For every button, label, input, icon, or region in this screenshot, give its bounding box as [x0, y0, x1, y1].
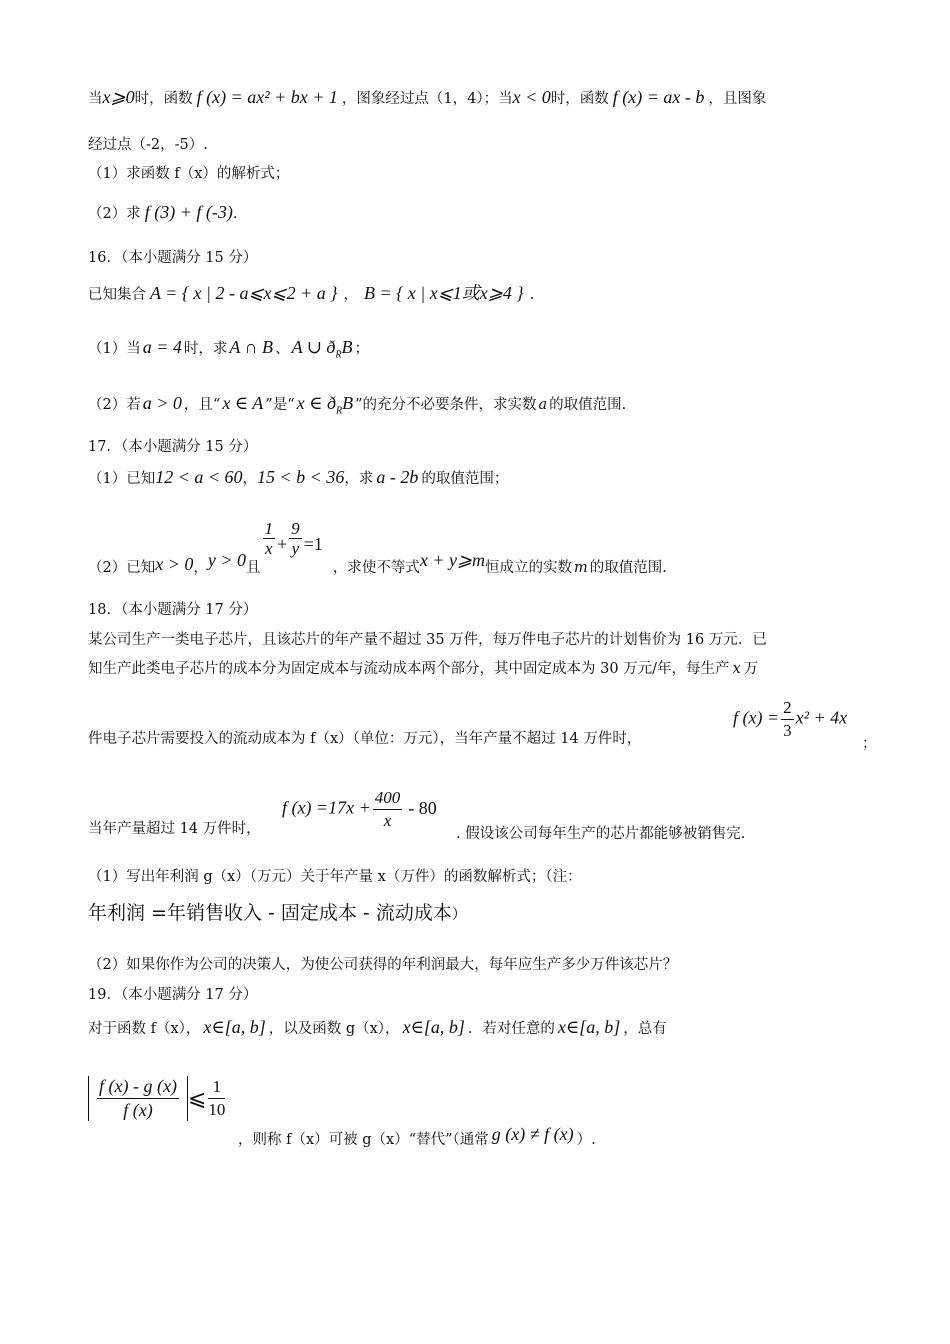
p19-heading: 19．（本小题满分 17 分）	[88, 987, 258, 1003]
p15-line2: 经过点（-2，-5）.	[88, 137, 208, 153]
text: 知生产此类电子芯片的成本分为固定成本与流动成本两个部分，其中固定成本为 30 万元/年，每生产	[88, 661, 730, 677]
numerator: f (x) - g (x)	[97, 1076, 179, 1099]
text: ）	[451, 907, 467, 923]
math-domain: x∈[a, b]	[203, 1017, 266, 1037]
text: ．若对任意的	[467, 1021, 555, 1037]
math-variable: a	[538, 397, 548, 413]
text: ，且“	[183, 397, 221, 413]
fraction-1-over-10	[208, 1077, 225, 1120]
math-rhs: x² + 4x	[795, 707, 848, 728]
set-a: A = { x | 2 - a⩽x⩽2 + a }	[150, 283, 338, 303]
text: 时，函数	[134, 91, 193, 107]
text: ，以及函数 g（x），	[268, 1021, 400, 1037]
plus-sign: +	[277, 534, 288, 554]
math-sub: R	[335, 349, 342, 361]
text: ；	[354, 341, 369, 357]
text: ，总有	[623, 1021, 667, 1037]
fraction-1-over-x	[263, 520, 276, 557]
equals-one: =1	[303, 534, 323, 554]
fraction-9-over-y	[289, 520, 302, 557]
p18-line3-end: ；	[862, 736, 877, 752]
text: （1）已知	[88, 471, 156, 487]
text: （2）若	[88, 397, 141, 413]
text: （1）当	[88, 341, 141, 357]
math-not-equal: g (x) ≠ f (x)	[491, 1124, 574, 1144]
p17-heading: 17．（本小题满分 15 分）	[88, 439, 258, 455]
text: 、	[275, 341, 290, 357]
p18-formula-high	[282, 788, 437, 831]
text: 万	[743, 661, 759, 677]
denominator: x	[264, 539, 273, 558]
math-intersection: A ∩ B	[229, 337, 274, 357]
p17-question1	[88, 468, 508, 487]
math-lhs: f (x) =17x +	[282, 797, 371, 818]
math-part: A ∪ ð	[291, 337, 336, 357]
p16-line1	[88, 284, 534, 303]
fraction-relative-error	[97, 1076, 179, 1121]
p19-inequality	[88, 1076, 227, 1121]
p16-question2	[88, 394, 626, 417]
text: （2）求	[88, 206, 141, 222]
math-sub: R	[335, 405, 343, 417]
math-part: B	[342, 393, 354, 413]
math-variable: x	[732, 661, 741, 677]
math-expression: f (3) + f (-3)	[144, 202, 233, 222]
text: ，	[343, 287, 358, 303]
p18-formula-low	[733, 698, 847, 741]
text: ”是“	[265, 397, 295, 413]
math-range-a: 12 < a < 60	[155, 467, 243, 487]
absolute-value	[88, 1076, 188, 1121]
le-sign: ⩽	[187, 1085, 207, 1111]
text: 的取值范围.	[549, 397, 627, 413]
p18-question2: （2）如果你作为公司的决策人，为使公司获得的年利润最大，每年应生产多少万件该芯片？	[88, 957, 678, 973]
denominator: f (x)	[123, 1100, 153, 1120]
p18-line1: 某公司生产一类电子芯片，且该芯片的年产量不超过 35 万件，每万件电子芯片的计划售价为 16 万元．已	[88, 632, 767, 648]
denominator: y	[291, 539, 300, 558]
math-part: B	[341, 337, 353, 357]
math-expression: a - 2b	[376, 467, 419, 487]
text: ，求	[344, 471, 374, 487]
p16-question1	[88, 338, 369, 361]
text: ，	[242, 471, 258, 487]
text: .	[529, 287, 535, 303]
text: 对于函数 f（x），	[88, 1021, 201, 1037]
numerator: 1	[208, 1077, 225, 1099]
text: （2）已知	[88, 560, 156, 576]
p19-line2	[238, 1125, 596, 1148]
numerator: 9	[291, 519, 300, 538]
fraction-2-over-3	[781, 698, 794, 741]
text: 当	[88, 91, 103, 107]
text: 的取值范围；	[421, 471, 509, 487]
math-function: f (x) = ax² + bx + 1	[196, 87, 338, 107]
p18-line3: 件电子芯片需要投入的流动成本为 f（x）（单位：万元），当年产量不超过 14 万件时，	[88, 731, 642, 747]
numerator: 1	[264, 519, 274, 538]
text: 且	[246, 560, 261, 576]
math-rhs: - 80	[408, 797, 437, 818]
text: 时，求	[183, 341, 228, 357]
p15-question2	[88, 203, 237, 222]
math-membership: x ∈ A	[222, 393, 264, 413]
p19-line1	[88, 1018, 667, 1037]
fraction-400-over-x	[373, 788, 403, 831]
math-membership-complement	[296, 393, 354, 417]
text: ”的充分不必要条件，求实数	[355, 397, 537, 413]
set-b: B = { x | x⩽1或x⩾4 }	[363, 283, 524, 303]
math-union-complement	[291, 337, 353, 361]
denominator: 10	[208, 1100, 226, 1119]
text: ，求使不等式	[332, 560, 420, 576]
numerator: 2	[781, 698, 794, 720]
denominator: 3	[783, 721, 792, 740]
math-domain: x∈[a, b]	[402, 1017, 465, 1037]
math-condition: x⩾0	[102, 87, 135, 107]
math-condition: a = 4	[142, 337, 182, 357]
math-inequality: x + y⩾m	[419, 550, 486, 570]
text: 时，函数	[550, 91, 609, 107]
text: .	[232, 206, 238, 222]
p17-question2	[88, 520, 667, 576]
p16-heading: 16．（本小题满分 15 分）	[88, 250, 258, 266]
p18-line2	[88, 662, 758, 677]
p18-note	[88, 904, 466, 923]
math-domain: x∈[a, b]	[557, 1017, 621, 1037]
text: 的取值范围.	[589, 560, 667, 576]
text: ，则称 f（x）可被 g（x）“替代”（通常	[238, 1132, 489, 1148]
math-condition: a > 0	[142, 393, 182, 413]
numerator: 400	[373, 788, 403, 810]
p18-heading: 18．（本小题满分 17 分）	[88, 602, 258, 618]
math-condition: x < 0	[512, 87, 551, 107]
math-variable: m	[574, 560, 588, 576]
math-function: f (x) = ax - b	[612, 87, 705, 107]
text: ）.	[576, 1132, 596, 1148]
text: 恒成立的实数	[485, 560, 573, 576]
denominator: x	[383, 811, 392, 830]
text: ，	[193, 560, 208, 576]
p18-question1: （1）写出年利润 g（x）（万元）关于年产量 x（万件）的函数解析式；（注：	[88, 869, 582, 885]
math-lhs: f (x) =	[733, 707, 780, 728]
math-condition: x > 0	[155, 554, 194, 574]
math-condition: y > 0	[207, 550, 247, 570]
note-formula: 年利润 =年销售收入 - 固定成本 - 流动成本	[88, 902, 452, 924]
p18-line4: 当年产量超过 14 万件时，	[88, 821, 261, 837]
math-part: x ∈ ð	[296, 393, 336, 413]
p15-question1: （1）求函数 f（x）的解析式；	[88, 166, 290, 182]
math-range-b: 15 < b < 36	[257, 467, 345, 487]
text: ，且图象	[708, 91, 767, 107]
p15-line1	[88, 88, 766, 107]
text: ，图象经过点（1，4）；当	[341, 91, 513, 107]
text: 已知集合	[88, 287, 146, 303]
p18-line4-tail: . 假设该公司每年生产的芯片都能够被销售完.	[456, 826, 746, 842]
